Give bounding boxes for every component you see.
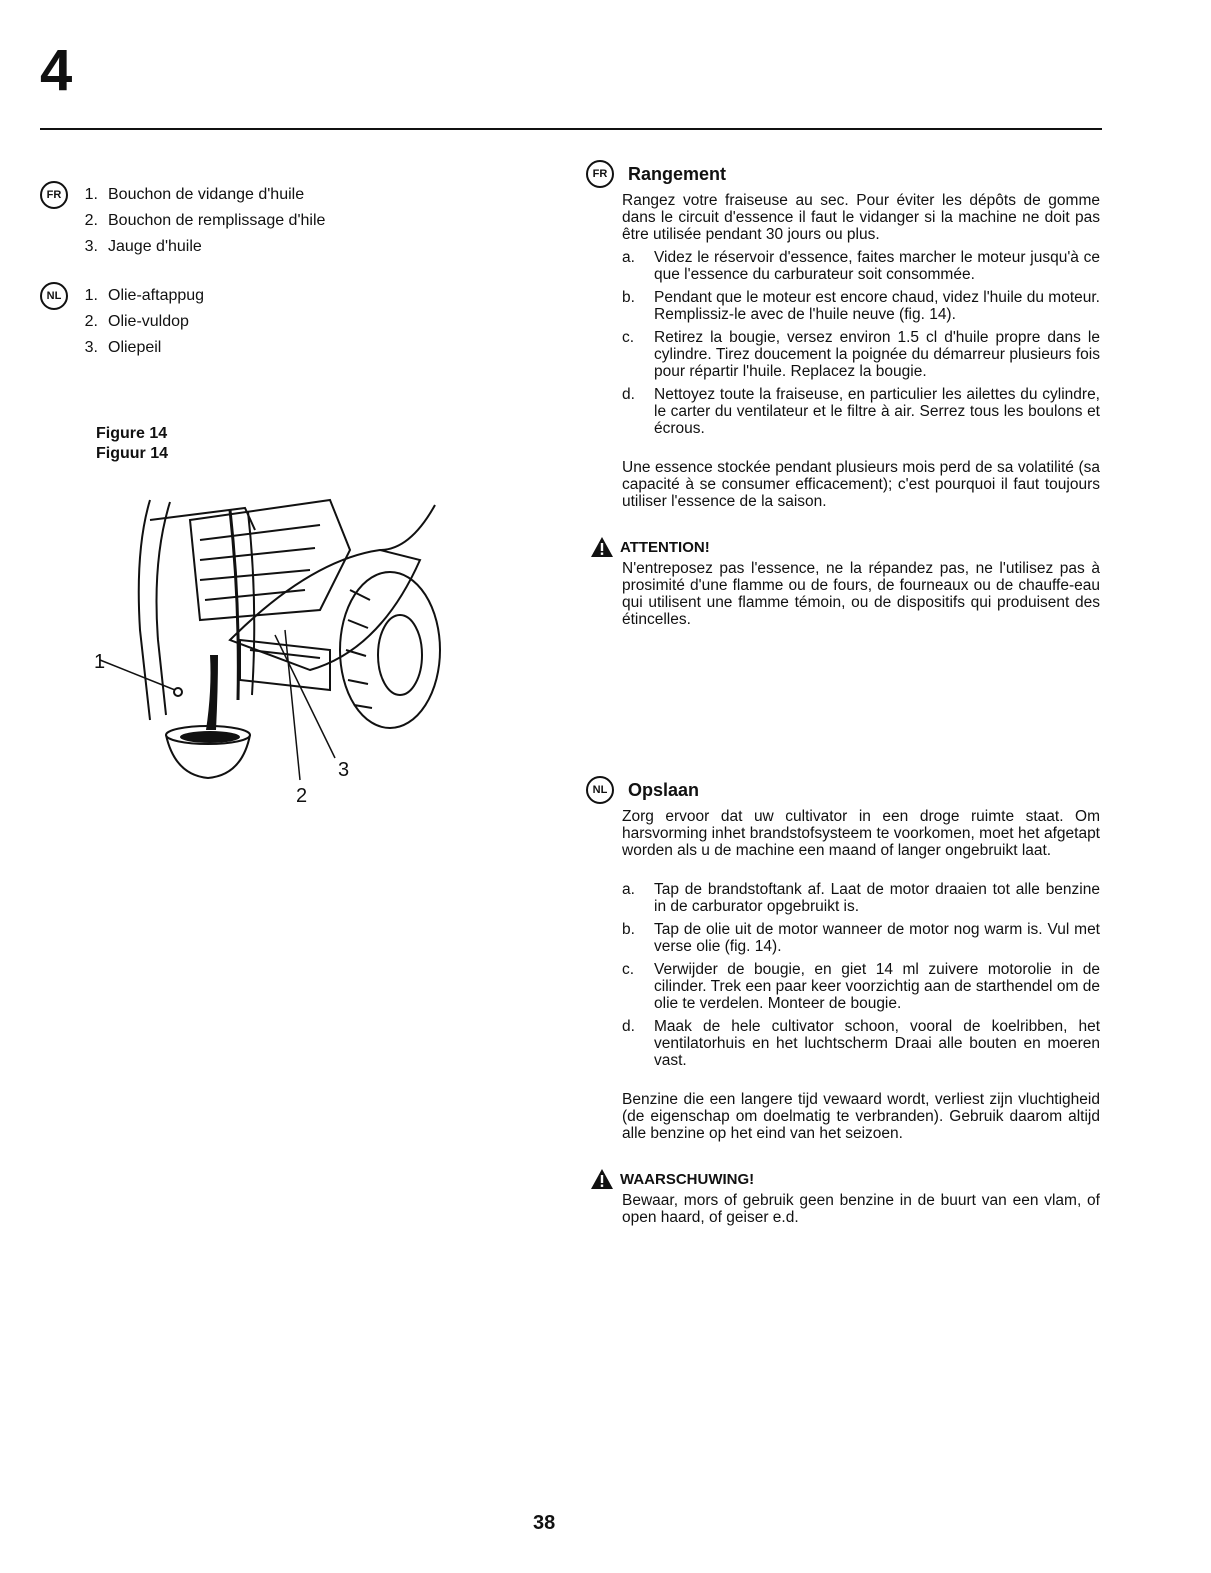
legend-number: 1. (84, 186, 98, 203)
warning-text: Bewaar, mors of gebruik geen benzine in de buurt van een vlam, of open haard, of geiser e.d. (622, 1192, 1100, 1226)
legend-text: Oliepeil (108, 339, 162, 356)
fr-flag-icon: FR (40, 181, 68, 209)
figure-label (96, 424, 168, 464)
warning-title: ATTENTION! (620, 538, 710, 556)
section-intro: Rangez votre fraiseuse au sec. Pour éviter les dépôts de gomme dans le circuit d'essence il faut le vidanger si la machine ne doit pas être utilisée pendant 30 jours ou plus. (622, 192, 1100, 243)
step-text: Pendant que le moteur est encore chaud, videz l'huile du moteur. Remplissiz-le avec de l'huile neuve (fig. 14). (654, 289, 1100, 323)
callout-2: 2 (296, 785, 308, 807)
section-title: Opslaan (628, 779, 700, 800)
header-rule (40, 128, 1102, 130)
figure-label-nl: Figuur 14 (96, 445, 169, 462)
warning-text: N'entreposez pas l'essence, ne la répandez pas, ne l'utilisez pas à prosimité d'une flamme ou de fours, de fourneaux ou de chauffe-eau qui utilisent une flamme témoin, ou de dispositifs qui produisent des étincelles. (622, 560, 1100, 628)
section-title: Rangement (628, 163, 727, 184)
step-item (622, 329, 1100, 380)
nl-flag-icon: NL (40, 282, 68, 310)
step-marker: a. (622, 881, 635, 898)
fr-section (592, 160, 1100, 634)
legend-number: 1. (84, 287, 98, 304)
callout-3: 3 (338, 759, 350, 781)
legend-text: Bouchon de remplissage d'hile (108, 212, 326, 229)
step-marker: c. (622, 329, 635, 346)
warning-heading (590, 536, 1100, 558)
step-text: Maak de hele cultivator schoon, vooral de koelribben, het ventilatorhuis en het luchtscherm Draai alle bouten en moeren vast. (654, 1018, 1100, 1069)
warning-block (622, 1168, 1100, 1226)
step-item (622, 386, 1100, 437)
page-number: 38 (533, 1512, 556, 1534)
warning-triangle-icon (590, 1168, 614, 1190)
step-text: Verwijder de bougie, en giet 14 ml zuivere motorolie in de cilinder. Trek een paar keer voorzichtig aan de starthendel om de olie te verdelen. Monteer de bougie. (654, 961, 1100, 1012)
chapter-number: 4 (40, 38, 71, 103)
step-item (622, 921, 1100, 955)
step-marker: d. (622, 1018, 635, 1035)
warning-heading (590, 1168, 1100, 1190)
nl-flag-icon: NL (586, 776, 614, 804)
step-marker: c. (622, 961, 635, 978)
step-marker: a. (622, 249, 635, 266)
step-item (622, 289, 1100, 323)
warning-title: WAARSCHUWING! (620, 1170, 755, 1188)
warning-block (622, 536, 1100, 628)
nl-section (592, 776, 1100, 1232)
warning-triangle-icon (590, 536, 614, 558)
step-text: Tap de olie uit de motor wanneer de motor nog warm is. Vul met verse olie (fig. 14). (654, 921, 1100, 955)
step-marker: b. (622, 289, 635, 306)
fr-flag-icon: FR (586, 160, 614, 188)
step-text: Retirez la bougie, versez environ 1.5 cl d'huile propre dans le cylindre. Tirez doucement la poignée du démarreur plusieurs fois pour répartir l'huile. Replacez la bougie. (654, 329, 1100, 380)
section-intro: Zorg ervoor dat uw cultivator in een droge ruimte staat. Om harsvorming inhet brandstofsysteem te voorkomen, moet het afgetapt worden als u de machine een maand of langer ongebruikt laat. (622, 808, 1100, 859)
legend-number: 3. (84, 339, 98, 356)
section-heading (586, 160, 1100, 188)
legend-text: Olie-vuldop (108, 313, 189, 330)
callout-1: 1 (94, 651, 106, 673)
section-heading (586, 776, 1100, 804)
step-text: Videz le réservoir d'essence, faites marcher le moteur jusqu'à ce que l'essence du carburateur soit consommée. (654, 249, 1100, 283)
step-text: Tap de brandstoftank af. Laat de motor draaien tot alle benzine in de carburator opgebruikt is. (654, 881, 1100, 915)
step-marker: b. (622, 921, 635, 938)
step-item (622, 881, 1100, 915)
legend-number: 3. (84, 238, 98, 255)
steps-list (622, 249, 1100, 437)
legend-text: Olie-aftappug (108, 287, 205, 304)
legend-number: 2. (84, 313, 98, 330)
section-note: Une essence stockée pendant plusieurs mois perd de sa volatilité (sa capacité à se consumer efficacement); c'est pourquoi il faut toujours utiliser l'essence de la saison. (622, 459, 1100, 510)
legend-number: 2. (84, 212, 98, 229)
oil-change-illustration (80, 490, 450, 810)
step-item (622, 249, 1100, 283)
step-item (622, 1018, 1100, 1069)
section-note: Benzine die een langere tijd vewaard wordt, verliest zijn vluchtigheid (de eigenschap om doelmatig te verbranden). Gebruik daarom altijd alle benzine op het eind van het seizoen. (622, 1091, 1100, 1142)
step-marker: d. (622, 386, 635, 403)
figure-label-fr: Figure 14 (96, 425, 168, 442)
steps-list (622, 881, 1100, 1069)
legend-text: Jauge d'huile (108, 238, 202, 255)
step-item (622, 961, 1100, 1012)
step-text: Nettoyez toute la fraiseuse, en particulier les ailettes du cylindre, le carter du ventilateur et le filtre à air. Serrez tous les boulons et écrous. (654, 386, 1100, 437)
legend-text: Bouchon de vidange d'huile (108, 186, 305, 203)
